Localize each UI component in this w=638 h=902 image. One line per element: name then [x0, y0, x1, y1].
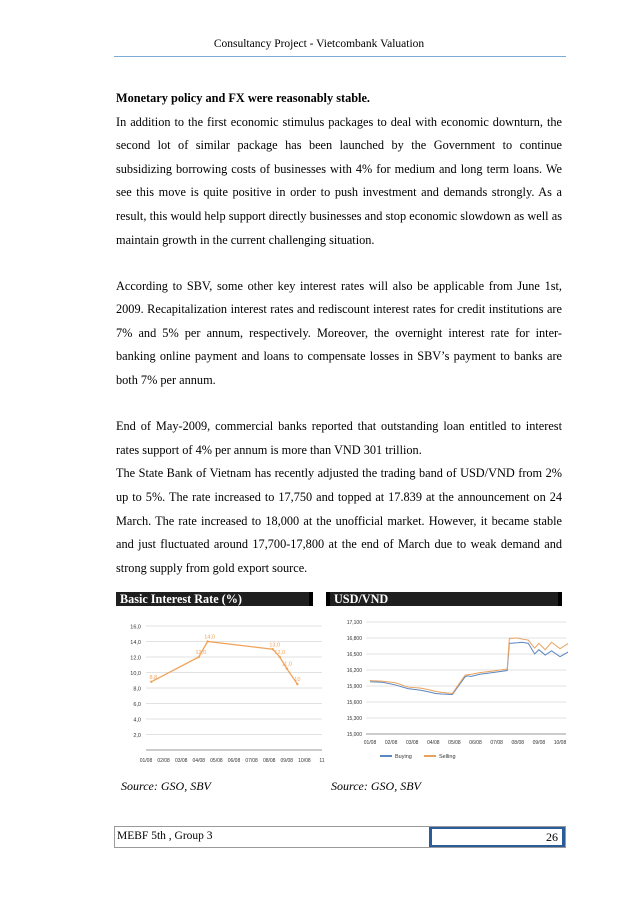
- page-header: Consultancy Project - Vietcombank Valuation: [213, 38, 425, 50]
- x-tick-label: 04/08: [427, 740, 440, 746]
- data-point: [206, 640, 208, 642]
- data-label: 13,0: [269, 642, 281, 649]
- chart-title-usdvnd: [330, 592, 562, 606]
- chart-title-usdvnd-text: USD/VND: [334, 592, 389, 606]
- x-tick-label: 09/08: [280, 758, 294, 764]
- paragraph-usd-vnd: The State Bank of Vietnam has recently adjusted the trading band of USD/VND from 2% up to 5%. The rate increased to 17,750 and topped at 17.839 at the announcement on 24 March. The rate increased to 18,000 at the unofficial market. However, it became stable and just fluctuated around 17,700-17,800 at the end of March due to weak demand and strong supply from gold export source.: [116, 466, 562, 575]
- main-text: [116, 87, 562, 580]
- title-end-bar: [309, 592, 313, 606]
- y-tick-label: 16,0: [130, 624, 141, 631]
- y-tick-label: 10,0: [130, 671, 141, 677]
- x-tick-label: 01/08: [139, 758, 153, 764]
- y-tick-label: 4,0: [133, 717, 141, 724]
- y-tick-label: 16,200: [346, 668, 362, 674]
- y-tick-label: 16,800: [346, 636, 362, 642]
- x-tick-label: 06/08: [227, 758, 241, 764]
- y-tick-label: 15,000: [346, 732, 362, 738]
- series-line-buying: [370, 642, 568, 694]
- x-tick-label: 04/08: [192, 758, 206, 764]
- x-tick-label: 02/08: [384, 740, 398, 746]
- title-end-bar: [558, 592, 562, 606]
- y-tick-label: 12,0: [130, 655, 141, 662]
- paragraph-stimulus: In addition to the first economic stimulus packages to deal with economic downturn, the second lot of similar package has been launched by the Government to continue subsidizing borrowing costs of businesses with 4% for medium and long term loans. We see this move is quite positive in order to push investment and demands strongly. As a result, this would help support directly businesses and stop economic slowdown as well as maintain growth in the current challenging situation.: [116, 114, 562, 247]
- y-tick-label: 2,0: [133, 733, 141, 739]
- y-tick-label: 15,900: [346, 684, 362, 690]
- y-tick-label: 8,0: [133, 686, 141, 693]
- y-tick-label: 16,500: [346, 652, 362, 658]
- data-label: 8,8: [149, 674, 158, 681]
- chart-title-interest: [116, 592, 313, 606]
- x-tick-label: 08/08: [511, 740, 525, 746]
- chart-title-interest-text: Basic Interest Rate (%): [120, 592, 242, 606]
- data-point: [198, 656, 200, 658]
- data-label: 11,0: [281, 661, 292, 668]
- x-tick-label: 07/08: [490, 740, 503, 746]
- data-label: 10: [294, 677, 301, 684]
- paragraph-interest-rates: According to SBV, some other key interest rates will also be applicable from June 1st, 2009. Recapitalization interest rates and rediscount interest rates for credit institutions are 7% and 5% per annum, respectively. Moreover, the overnight interest rate for inter-banking online payment and loans to compensate losses in SBV’s payment to banks are both 7% per annum.: [116, 278, 562, 388]
- y-tick-label: 14,0: [130, 640, 141, 646]
- x-tick-label: 01/08: [363, 740, 377, 746]
- page-number: 26: [432, 829, 562, 845]
- data-point: [279, 656, 281, 658]
- x-tick-label: 06/08: [469, 740, 482, 746]
- y-tick-label: 15,300: [346, 716, 362, 722]
- series-line-selling: [370, 638, 568, 693]
- page-footer: [114, 826, 566, 848]
- data-point: [296, 683, 298, 685]
- x-tick-label: 10/08: [553, 740, 567, 746]
- x-tick-label: 11: [319, 758, 325, 764]
- x-tick-label: 02/08: [157, 758, 170, 764]
- y-tick-label: 17,100: [346, 620, 362, 626]
- section-heading: Monetary policy and FX were reasonably stable.: [116, 91, 371, 105]
- x-tick-label: 03/08: [405, 740, 419, 746]
- data-label: 12,0: [274, 650, 286, 656]
- paragraph-outstanding-loan: End of May-2009, commercial banks reported that outstanding loan entitled to interest rates support of 4% per annum is more than VND 301 trillion.: [116, 419, 562, 457]
- legend-label-buying: Buying: [395, 754, 412, 760]
- source-interest: Source: GSO, SBV: [121, 779, 211, 793]
- x-tick-label: 08/08: [262, 758, 276, 764]
- data-label: 14,0: [204, 634, 215, 641]
- x-tick-label: 09/08: [532, 740, 546, 746]
- usd-vnd-chart: [328, 612, 568, 772]
- x-tick-label: 05/08: [210, 758, 223, 764]
- x-tick-label: 07/08: [245, 758, 258, 764]
- page-number-box: [429, 827, 565, 847]
- y-tick-label: 15,600: [346, 700, 362, 706]
- x-tick-label: 03/08: [174, 758, 188, 764]
- data-label: 12,0: [195, 650, 207, 656]
- source-usdvnd: Source: GSO, SBV: [331, 779, 421, 793]
- interest-rate-chart: [116, 612, 328, 770]
- header-divider: [114, 56, 566, 57]
- data-point: [286, 667, 288, 669]
- footer-group: MEBF 5th , Group 3: [117, 830, 213, 842]
- x-tick-label: 10/08: [298, 758, 311, 764]
- legend-label-selling: Selling: [439, 754, 456, 760]
- data-point: [150, 681, 152, 683]
- y-tick-label: 6,0: [133, 702, 141, 708]
- x-tick-label: 05/08: [448, 740, 461, 746]
